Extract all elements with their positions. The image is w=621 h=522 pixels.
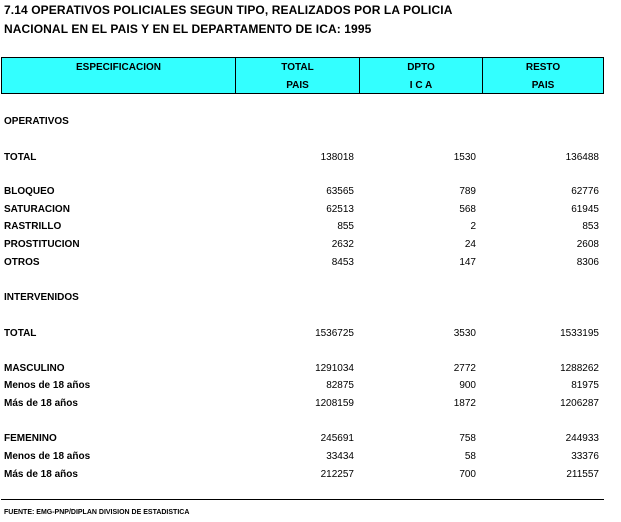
header-resto-pais-line-2: PAIS: [531, 80, 555, 91]
cell-dpto-ica: 147: [459, 257, 476, 268]
cell-total-pais: 63565: [326, 186, 354, 197]
table-row: [0, 398, 621, 412]
row-label: FEMENINO: [4, 433, 57, 444]
table-row: [0, 257, 621, 271]
cell-total-pais: 2632: [331, 239, 354, 250]
table-title-line-1: 7.14 OPERATIVOS POLICIALES SEGUN TIPO, REALIZADOS POR LA POLICIA: [4, 3, 453, 17]
cell-total-pais: 1291034: [315, 363, 354, 374]
cell-resto-pais: 211557: [566, 469, 599, 480]
row-label: RASTRILLO: [4, 221, 62, 232]
cell-total-pais: 62513: [326, 204, 354, 215]
header-total-pais: [236, 58, 360, 93]
cell-resto-pais: 8306: [576, 257, 599, 268]
cell-total-pais: 1208159: [315, 398, 354, 409]
table-row: [0, 451, 621, 465]
header-total-pais-line-2: PAIS: [286, 80, 309, 91]
cell-resto-pais: 61945: [571, 204, 599, 215]
footer-divider: [1, 499, 604, 500]
header-total-pais-line-1: TOTAL: [281, 62, 314, 73]
cell-dpto-ica: 1530: [453, 152, 476, 163]
row-label: PROSTITUCION: [4, 239, 80, 250]
row-label: TOTAL: [4, 152, 37, 163]
cell-total-pais: 8453: [331, 257, 354, 268]
cell-dpto-ica: 2: [470, 221, 476, 232]
cell-dpto-ica: 2772: [453, 363, 476, 374]
cell-resto-pais: 62776: [571, 186, 599, 197]
cell-resto-pais: 2608: [576, 239, 599, 250]
header-resto-pais-line-1: RESTO: [525, 62, 561, 73]
table-row: [0, 152, 621, 166]
cell-dpto-ica: 700: [459, 469, 476, 480]
table-row: [0, 380, 621, 394]
source-note: FUENTE: EMG-PNP/DIPLAN DIVISION DE ESTADISTICA: [4, 509, 190, 516]
table-row: [0, 239, 621, 253]
section-intervenidos: INTERVENIDOS: [4, 292, 79, 303]
cell-dpto-ica: 789: [459, 186, 476, 197]
cell-total-pais: 138018: [320, 152, 354, 163]
cell-resto-pais: 853: [582, 221, 599, 232]
cell-dpto-ica: 24: [464, 239, 476, 250]
cell-total-pais: 1536725: [315, 328, 354, 339]
row-label: TOTAL: [4, 328, 37, 339]
cell-resto-pais: 81975: [571, 380, 599, 391]
cell-dpto-ica: 58: [464, 451, 476, 462]
cell-resto-pais: 33376: [571, 451, 599, 462]
header-dpto-ica-line-2: I C A: [409, 80, 433, 91]
table-row: [0, 363, 621, 377]
cell-resto-pais: 244933: [565, 433, 599, 444]
table-row: [0, 469, 621, 483]
table-title-line-2: NACIONAL EN EL PAIS Y EN EL DEPARTAMENTO DE ICA: 1995: [4, 22, 372, 36]
cell-total-pais: 245691: [320, 433, 354, 444]
cell-resto-pais: 1206287: [560, 398, 599, 409]
row-label: Más de 18 años: [4, 469, 78, 480]
table-row: [0, 221, 621, 235]
table-row: [0, 204, 621, 218]
table-header: [1, 57, 604, 94]
header-resto-pais: [483, 58, 603, 93]
cell-dpto-ica: 3530: [453, 328, 476, 339]
row-label: SATURACION: [4, 204, 70, 215]
cell-total-pais: 82875: [326, 380, 354, 391]
header-dpto-ica-line-1: DPTO: [407, 62, 435, 73]
row-label: Menos de 18 años: [4, 380, 91, 391]
cell-dpto-ica: 900: [459, 380, 476, 391]
cell-dpto-ica: 1872: [453, 398, 476, 409]
table-row: [0, 433, 621, 447]
header-dpto-ica: [360, 58, 483, 93]
header-especificacion-label: ESPECIFICACION: [75, 62, 161, 73]
cell-total-pais: 855: [337, 221, 354, 232]
row-label: Más de 18 años: [4, 398, 78, 409]
cell-resto-pais: 136488: [565, 152, 599, 163]
cell-resto-pais: 1288262: [560, 363, 599, 374]
header-especificacion: [2, 58, 236, 93]
row-label: MASCULINO: [4, 363, 65, 374]
row-label: OTROS: [4, 257, 40, 268]
section-operativos: OPERATIVOS: [4, 116, 69, 127]
cell-resto-pais: 1533195: [560, 328, 599, 339]
cell-dpto-ica: 568: [459, 204, 476, 215]
cell-total-pais: 212257: [320, 469, 354, 480]
row-label: BLOQUEO: [4, 186, 55, 197]
cell-dpto-ica: 758: [459, 433, 476, 444]
row-label: Menos de 18 años: [4, 451, 91, 462]
table-row: [0, 186, 621, 200]
table-row: [0, 328, 621, 342]
cell-total-pais: 33434: [326, 451, 354, 462]
